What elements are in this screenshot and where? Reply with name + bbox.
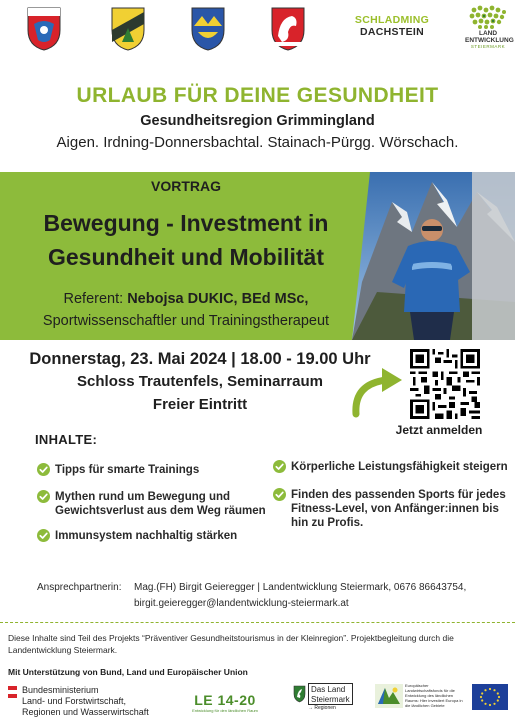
ministry-line3: Regionen und Wasserwirtschaft: [22, 707, 149, 717]
le-logo-sub: Entwicklung für den ländlichen Raum: [192, 708, 258, 713]
content-item-text: Tipps für smarte Trainings: [55, 464, 200, 476]
referent-name: Nebojsa DUKIC, BEd MSc,: [127, 291, 309, 307]
registration-qr-code[interactable]: [410, 349, 480, 419]
content-item: [273, 460, 508, 474]
event-date-time: Donnerstag, 23. Mai 2024 | 18.00 - 19.00 Uhr: [29, 350, 371, 368]
curved-arrow-icon: [350, 368, 404, 418]
content-item: [37, 463, 257, 477]
check-circle-icon: [37, 490, 50, 503]
talk-title-line1: Bewegung - Investment in: [43, 210, 329, 236]
woerschach-crest-icon: [270, 6, 306, 52]
content-item-text: Körperliche Leistungsfähigkeit steigern: [291, 461, 508, 473]
land-stmk-line2: Steiermark: [311, 694, 350, 704]
content-item: [37, 529, 257, 543]
content-item: [273, 488, 508, 530]
dots-cluster-icon: [468, 4, 508, 30]
towns-list: Aigen. Irdning-Donnersbachtal. Stainach-Pürgg. Wörschach.: [56, 134, 459, 151]
check-circle-icon: [37, 529, 50, 542]
landentwicklung-logo: [465, 4, 514, 50]
land-stmk-line1: Das Land: [311, 685, 346, 694]
ministry-line2: Land- und Forstwirtschaft,: [22, 696, 127, 706]
check-circle-icon: [273, 488, 286, 501]
talk-kicker: VORTRAG: [151, 178, 221, 194]
schladming-logo-line2: DACHSTEIN: [360, 26, 424, 38]
leader-logo-icon: [375, 684, 403, 708]
land-steiermark-logo: [293, 683, 363, 713]
austria-flag-icon: [8, 686, 17, 698]
land-stmk-line3: → Regionen: [308, 705, 336, 711]
check-circle-icon: [37, 463, 50, 476]
event-venue: Schloss Trautenfels, Seminarraum: [77, 373, 323, 390]
landentwicklung-line1: LAND: [478, 30, 498, 37]
support-line: Mit Unterstützung von Bund, Land und Europäischer Union: [8, 667, 248, 677]
contact-email[interactable]: birgit.geieregger@landentwicklung-steiermark.at: [134, 598, 349, 609]
content-item: [37, 490, 277, 518]
qr-code-icon: [410, 349, 480, 419]
check-circle-icon: [273, 460, 286, 473]
schladming-logo-line1: SCHLADMING: [354, 14, 430, 26]
region-title: Gesundheitsregion Grimmingland: [140, 113, 375, 129]
aigen-crest-icon: [26, 6, 62, 52]
page-title: URLAUB FÜR DEINE GESUNDHEIT: [76, 84, 439, 107]
register-link[interactable]: Jetzt anmelden: [395, 423, 483, 437]
eu-flag-icon: [472, 684, 508, 710]
ministry-line1: Bundesministerium: [22, 685, 99, 695]
talk-title-line2: Gesundheit und Mobilität: [48, 244, 324, 270]
irdning-crest-icon: [110, 6, 146, 52]
footer-divider: [0, 622, 515, 623]
schladming-dachstein-logo: [350, 14, 434, 38]
content-item-text: Immunsystem nachhaltig stärken: [55, 530, 238, 542]
content-item-text: Finden des passenden Sports für jedes Fitness-Level, von Anfänger:innen bis hin zu Profis.: [291, 489, 506, 529]
event-entry: Freier Eintritt: [152, 396, 248, 413]
eu-fund-text: Europäischer Landwirtschaftsfonds für die Entwicklung des ländlichen Raums: Hier investiert Europa in die ländlichen Gebiete: [405, 683, 463, 708]
landentwicklung-line3: STEIERMARK: [470, 44, 506, 49]
le-logo-text: LE 14-20: [194, 692, 256, 708]
referent-role: Sportwissenschaftler und Trainingstherapeut: [42, 313, 330, 329]
steiermark-crest-icon: [293, 685, 306, 703]
talk-title: [0, 206, 372, 274]
contact-details: Mag.(FH) Birgit Geieregger | Landentwicklung Steiermark, 0676 86643754,: [134, 582, 467, 593]
project-note: Diese Inhalte sind Teil des Projekts “Präventiver Gesundheitstourismus in der Kleinregion”. Projektbegleitung durch die Landentwicklung Steiermark.: [8, 633, 454, 655]
referent-line: [0, 291, 372, 307]
content-item-text: Mythen rund um Bewegung und Gewichtsverlust aus dem Weg räumen: [55, 491, 266, 517]
referent-prefix: Referent:: [63, 291, 128, 307]
landentwicklung-line2: ENTWICKLUNG: [465, 37, 514, 44]
stainach-crest-icon: [190, 6, 226, 52]
speaker-photo: [352, 172, 515, 340]
contents-heading: INHALTE:: [35, 432, 98, 447]
le-14-20-logo: [180, 692, 270, 713]
logo-row: [0, 0, 515, 60]
contact-label: Ansprechpartnerin:: [37, 582, 122, 593]
